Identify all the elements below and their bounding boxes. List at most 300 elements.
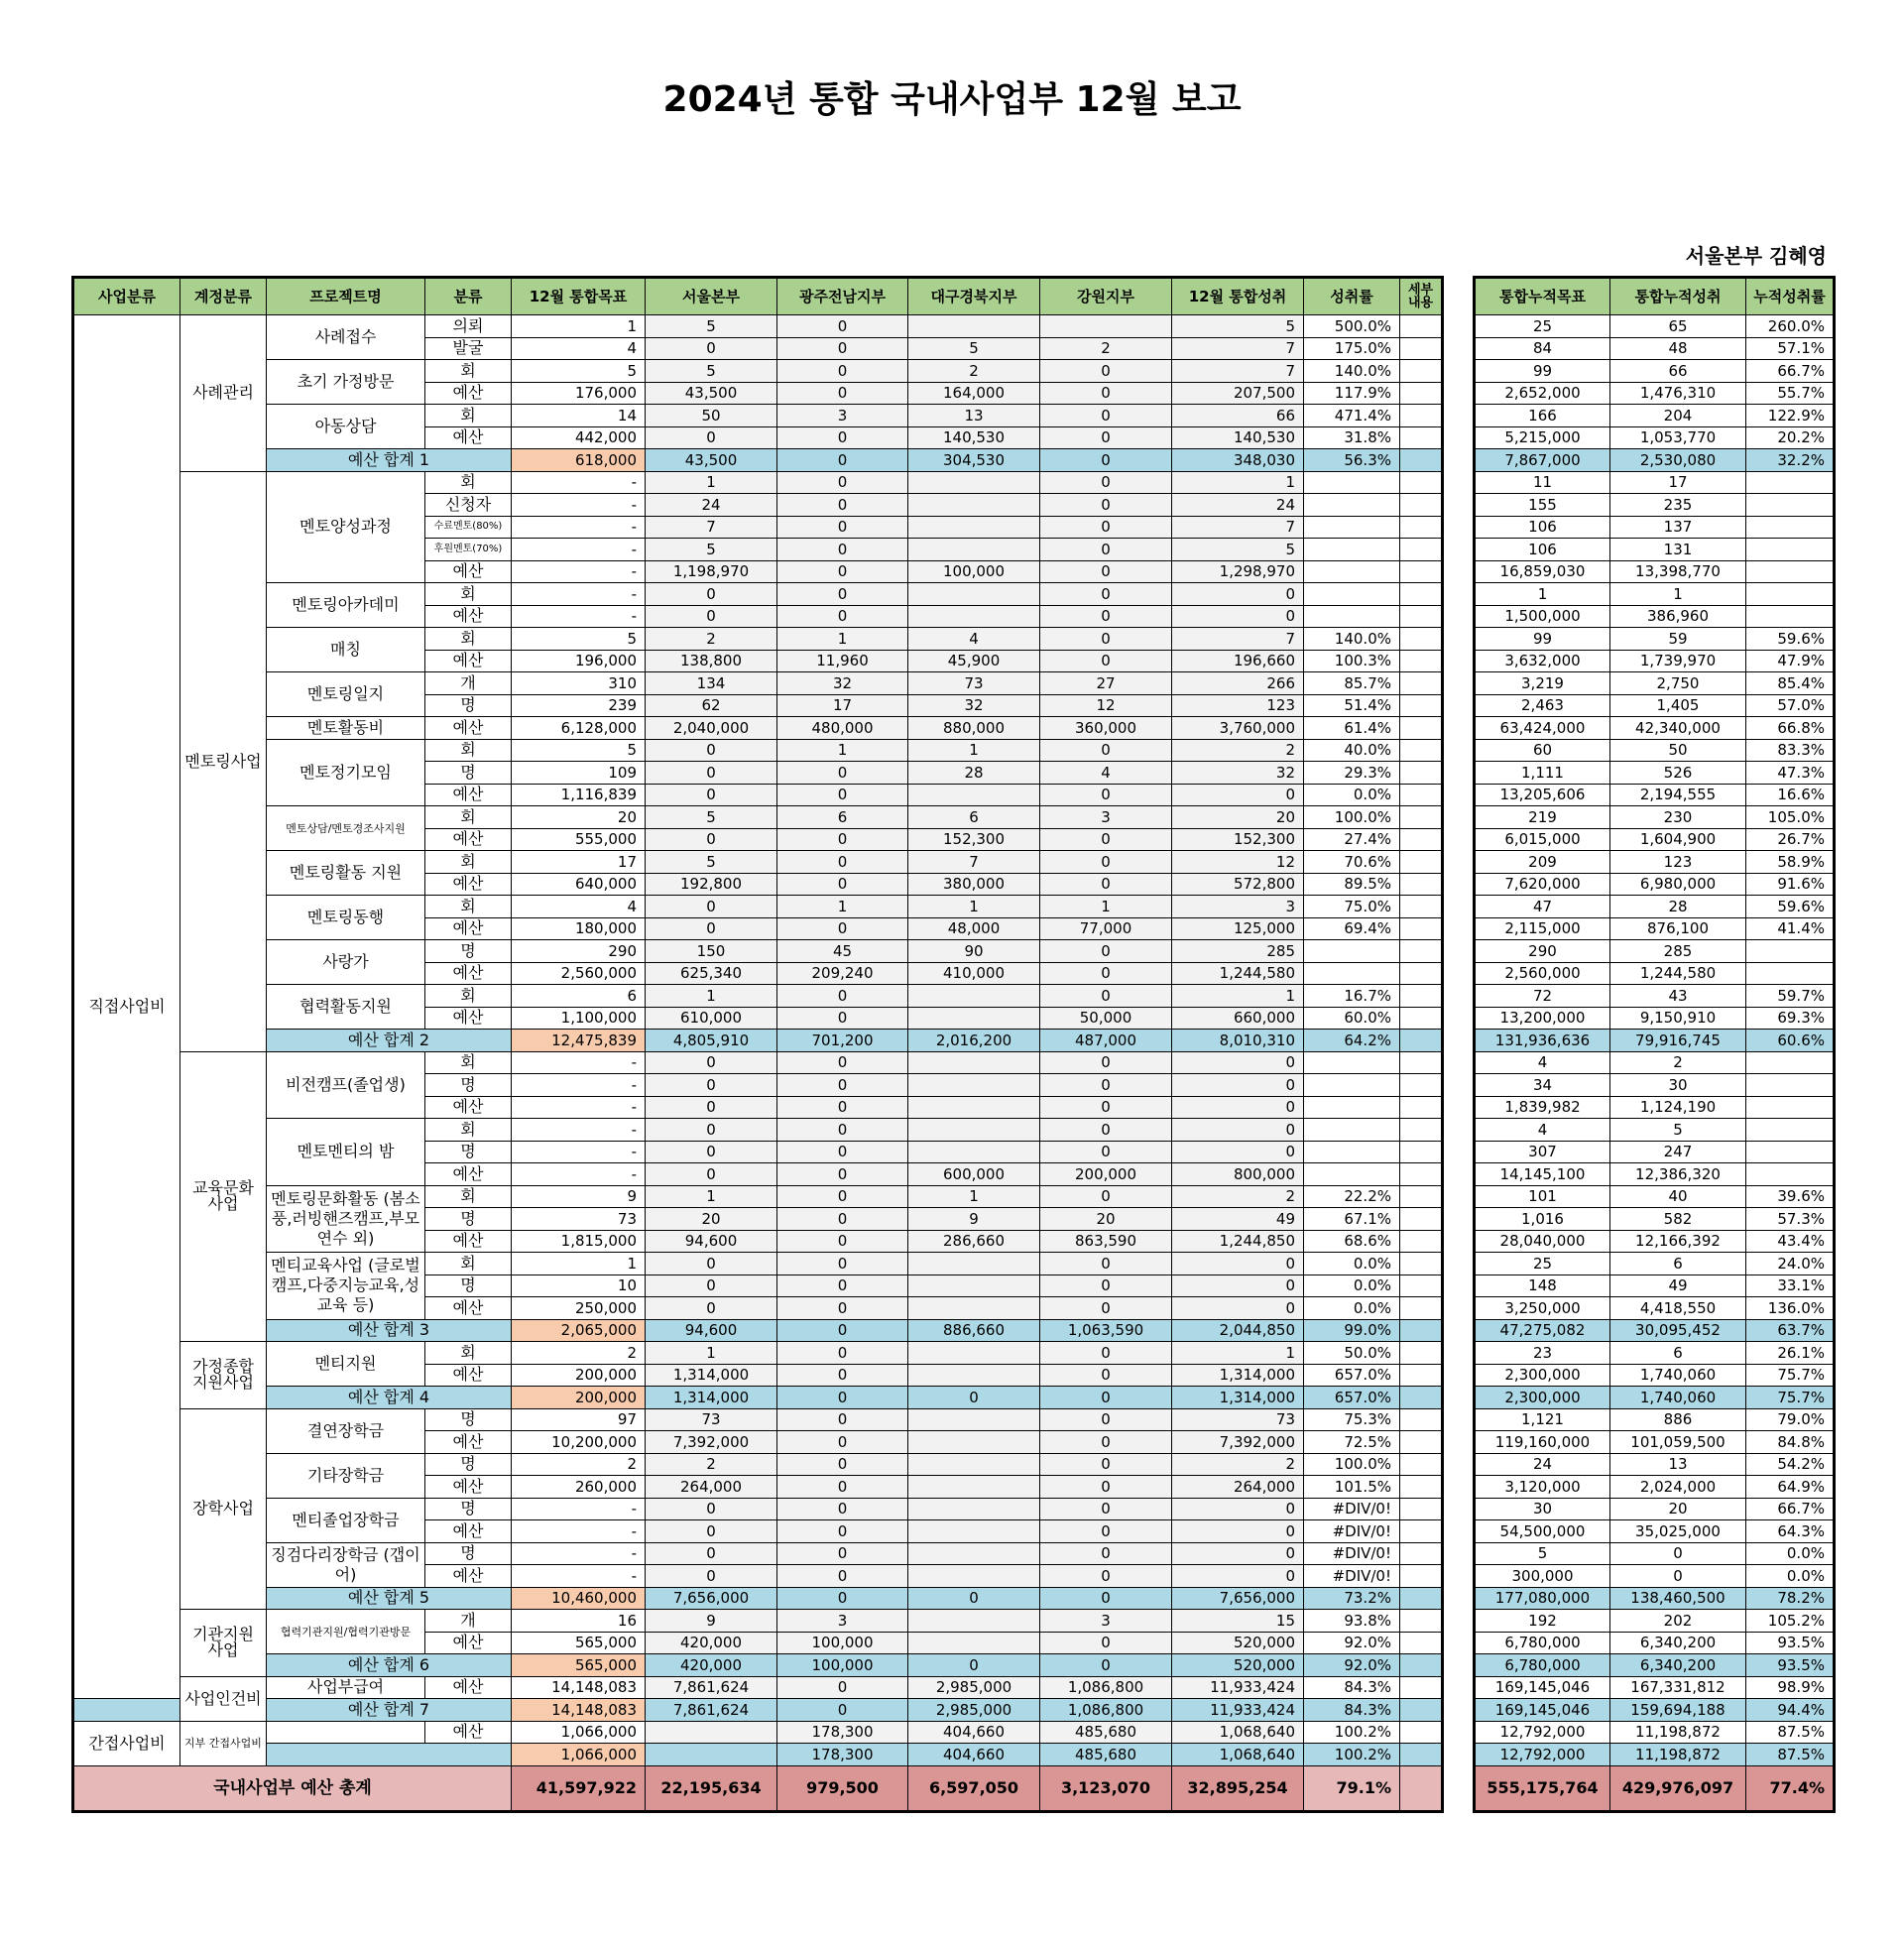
value-cell: 250,000: [512, 1297, 646, 1320]
value-cell: 520,000: [1172, 1654, 1304, 1677]
value-cell: 0: [1172, 1096, 1304, 1119]
value-cell: 92.0%: [1304, 1632, 1400, 1654]
unit-cell: 회: [425, 405, 512, 427]
value-cell: 70.6%: [1304, 851, 1400, 874]
project-cell: 멘토상담/멘토경조사지원: [267, 806, 425, 851]
value-cell: 0: [1040, 560, 1172, 583]
value-cell: 0: [1040, 1253, 1172, 1275]
value-cell: #DIV/0!: [1304, 1520, 1400, 1543]
table-row: [1475, 360, 1835, 383]
cumulative-cell: 7,620,000: [1475, 873, 1610, 896]
value-cell: 1,314,000: [1172, 1364, 1304, 1387]
cumulative-cell: 30: [1610, 1074, 1746, 1097]
detail-cell: [1400, 851, 1443, 874]
value-cell: 0: [777, 1676, 908, 1699]
cumulative-cell: 131,936,636: [1475, 1030, 1610, 1052]
value-cell: 79.1%: [1304, 1765, 1400, 1811]
detail-cell: [1400, 628, 1443, 651]
detail-cell: [1400, 360, 1443, 383]
value-cell: 100,000: [777, 1654, 908, 1677]
cumulative-cell: [1746, 605, 1835, 628]
unit-cell: 예산: [425, 1364, 512, 1387]
project-cell: 사례접수: [267, 315, 425, 360]
value-cell: 176,000: [512, 382, 646, 405]
value-cell: 4,805,910: [646, 1030, 777, 1052]
table-row: [73, 1051, 1443, 1074]
cumulative-cell: 4: [1475, 1051, 1610, 1074]
value-cell: 0: [908, 1587, 1040, 1610]
value-cell: 0: [777, 605, 908, 628]
detail-cell: [1400, 471, 1443, 494]
value-cell: [1304, 1096, 1400, 1119]
value-cell: 0: [1040, 1565, 1172, 1588]
detail-cell: [1400, 1520, 1443, 1543]
col-header: 프로젝트명: [267, 278, 425, 315]
cumulative-cell: 66.7%: [1746, 360, 1835, 383]
unit-cell: 개: [425, 672, 512, 695]
unit-cell: 예산: [425, 784, 512, 806]
value-cell: 5: [512, 739, 646, 762]
value-cell: 0: [646, 426, 777, 449]
value-cell: 7,392,000: [646, 1431, 777, 1454]
value-cell: 0: [646, 1498, 777, 1520]
value-cell: 100.0%: [1304, 1453, 1400, 1476]
value-cell: [908, 315, 1040, 338]
value-cell: 7,656,000: [1172, 1587, 1304, 1610]
value-cell: 24: [1172, 494, 1304, 517]
table-row: [1475, 1476, 1835, 1499]
project-cell: 매칭: [267, 628, 425, 672]
detail-cell: [1400, 405, 1443, 427]
unit-cell: 회: [425, 360, 512, 383]
cumulative-cell: 47.3%: [1746, 762, 1835, 785]
cumulative-cell: 57.1%: [1746, 337, 1835, 360]
table-row: [1475, 1230, 1835, 1253]
value-cell: [1304, 583, 1400, 606]
value-cell: 1,068,640: [1172, 1744, 1304, 1766]
empty-cell: [267, 1721, 425, 1744]
cumulative-cell: 2,560,000: [1475, 962, 1610, 985]
detail-cell: [1400, 940, 1443, 963]
cumulative-cell: 0.0%: [1746, 1565, 1835, 1588]
detail-cell: [1400, 1364, 1443, 1387]
value-cell: [1304, 940, 1400, 963]
value-cell: 310: [512, 672, 646, 695]
value-cell: 0: [1040, 494, 1172, 517]
value-cell: 0: [646, 784, 777, 806]
value-cell: -: [512, 539, 646, 561]
value-cell: 14,148,083: [512, 1699, 646, 1722]
cumulative-cell: 99: [1475, 360, 1610, 383]
value-cell: 0: [777, 1565, 908, 1588]
detail-cell: [1400, 985, 1443, 1008]
cumulative-cell: 1,500,000: [1475, 605, 1610, 628]
value-cell: 16: [512, 1610, 646, 1633]
value-cell: 75.3%: [1304, 1408, 1400, 1431]
value-cell: 348,030: [1172, 449, 1304, 472]
unit-cell: 예산: [425, 1096, 512, 1119]
project-cell: 멘티교육사업 (글로벌캠프,다중지능교육,성교육 등): [267, 1253, 425, 1320]
unit-cell: 회: [425, 851, 512, 874]
value-cell: 100,000: [908, 560, 1040, 583]
value-cell: 0: [1040, 1342, 1172, 1365]
value-cell: 0: [1172, 784, 1304, 806]
value-cell: 0: [1040, 1364, 1172, 1387]
value-cell: 572,800: [1172, 873, 1304, 896]
detail-cell: [1400, 1453, 1443, 1476]
cumulative-cell: 23: [1475, 1342, 1610, 1365]
table-row: [1475, 315, 1835, 338]
value-cell: [1040, 315, 1172, 338]
cumulative-cell: 54.2%: [1746, 1453, 1835, 1476]
cumulative-cell: 290: [1475, 940, 1610, 963]
project-cell: 멘토링문화활동 (봄소풍,러빙핸즈캠프,부모연수 외): [267, 1185, 425, 1253]
table-row: [1475, 1208, 1835, 1231]
detail-cell: [1400, 739, 1443, 762]
value-cell: -: [512, 516, 646, 539]
value-cell: 32: [1172, 762, 1304, 785]
value-cell: #DIV/0!: [1304, 1565, 1400, 1588]
value-cell: 12,475,839: [512, 1030, 646, 1052]
value-cell: 100.3%: [1304, 650, 1400, 672]
value-cell: [908, 605, 1040, 628]
detail-cell: [1400, 1163, 1443, 1186]
category-cell: 간접사업비: [73, 1721, 180, 1765]
table-row: [1475, 917, 1835, 940]
value-cell: [1304, 471, 1400, 494]
cumulative-cell: 3,250,000: [1475, 1297, 1610, 1320]
value-cell: 0: [777, 1185, 908, 1208]
value-cell: 0: [777, 1498, 908, 1520]
cumulative-cell: 57.0%: [1746, 694, 1835, 717]
value-cell: 9: [646, 1610, 777, 1633]
subtotal-row: [73, 1744, 1443, 1766]
detail-cell: [1400, 1765, 1443, 1811]
cumulative-cell: 16,859,030: [1475, 560, 1610, 583]
value-cell: 1: [646, 471, 777, 494]
value-cell: 0: [1172, 1119, 1304, 1142]
cumulative-cell: 65: [1610, 315, 1746, 338]
value-cell: [908, 985, 1040, 1008]
value-cell: 0: [1040, 873, 1172, 896]
value-cell: [908, 1476, 1040, 1499]
value-cell: 0: [1172, 1074, 1304, 1097]
value-cell: 0: [646, 896, 777, 918]
unit-cell: 회: [425, 806, 512, 829]
value-cell: 640,000: [512, 873, 646, 896]
value-cell: 32: [908, 694, 1040, 717]
subtotal-label: 예산 합계 5: [267, 1587, 512, 1610]
detail-cell: [1400, 1274, 1443, 1297]
value-cell: 1: [1172, 1342, 1304, 1365]
detail-cell: [1400, 1230, 1443, 1253]
value-cell: 264,000: [1172, 1476, 1304, 1499]
cumulative-cell: 59.7%: [1746, 985, 1835, 1008]
cumulative-cell: 3,632,000: [1475, 650, 1610, 672]
value-cell: [908, 1119, 1040, 1142]
project-cell: 아동상담: [267, 405, 425, 449]
value-cell: 94,600: [646, 1230, 777, 1253]
value-cell: 0: [1172, 1253, 1304, 1275]
table-row: [1475, 828, 1835, 851]
cumulative-cell: 77.4%: [1746, 1765, 1835, 1811]
value-cell: 1,086,800: [1040, 1699, 1172, 1722]
unit-cell: 명: [425, 1074, 512, 1097]
value-cell: 0: [646, 1141, 777, 1163]
value-cell: 0: [1040, 985, 1172, 1008]
value-cell: 93.8%: [1304, 1610, 1400, 1633]
cumulative-cell: 1: [1475, 583, 1610, 606]
cumulative-cell: 54,500,000: [1475, 1520, 1610, 1543]
value-cell: 0: [777, 449, 908, 472]
value-cell: 1: [646, 1185, 777, 1208]
unit-cell: 의뢰: [425, 315, 512, 338]
value-cell: 2,016,200: [908, 1030, 1040, 1052]
subtotal-label: [267, 1744, 512, 1766]
cumulative-cell: 307: [1475, 1141, 1610, 1163]
value-cell: 15: [1172, 1610, 1304, 1633]
value-cell: 442,000: [512, 426, 646, 449]
cumulative-cell: 386,960: [1610, 605, 1746, 628]
detail-cell: [1400, 1587, 1443, 1610]
unit-cell: 회: [425, 1185, 512, 1208]
value-cell: 200,000: [1040, 1163, 1172, 1186]
unit-cell: 예산: [425, 1520, 512, 1543]
value-cell: 43,500: [646, 449, 777, 472]
value-cell: 380,000: [908, 873, 1040, 896]
value-cell: 73: [646, 1408, 777, 1431]
value-cell: 0: [646, 337, 777, 360]
value-cell: [908, 1610, 1040, 1633]
table-row: [1475, 1253, 1835, 1275]
cumulative-cell: 20: [1610, 1498, 1746, 1520]
cumulative-cell: [1746, 1163, 1835, 1186]
value-cell: 0: [646, 583, 777, 606]
subtotal-row: [1475, 1744, 1835, 1766]
value-cell: 0: [1172, 605, 1304, 628]
value-cell: 2: [1040, 337, 1172, 360]
value-cell: 0: [777, 1364, 908, 1387]
value-cell: 285: [1172, 940, 1304, 963]
cumulative-cell: 169,145,046: [1475, 1699, 1610, 1722]
table-row: [1475, 1610, 1835, 1633]
cumulative-cell: 30: [1475, 1498, 1610, 1520]
detail-cell: [1400, 1119, 1443, 1142]
value-cell: [908, 583, 1040, 606]
value-cell: 196,000: [512, 650, 646, 672]
value-cell: 1: [777, 628, 908, 651]
value-cell: 239: [512, 694, 646, 717]
value-cell: [1304, 1051, 1400, 1074]
value-cell: 17: [512, 851, 646, 874]
table-row: [1475, 784, 1835, 806]
cumulative-cell: [1746, 940, 1835, 963]
value-cell: [1304, 1119, 1400, 1142]
cumulative-cell: 16.6%: [1746, 784, 1835, 806]
cumulative-cell: 101: [1475, 1185, 1610, 1208]
table-row: [73, 985, 1443, 1008]
unit-cell: 명: [425, 762, 512, 785]
detail-cell: [1400, 784, 1443, 806]
cumulative-cell: 17: [1610, 471, 1746, 494]
detail-cell: [1400, 1051, 1443, 1074]
value-cell: 2: [512, 1453, 646, 1476]
cumulative-cell: 79,916,745: [1610, 1030, 1746, 1052]
value-cell: 50,000: [1040, 1007, 1172, 1030]
col-header: 서울본부: [646, 278, 777, 315]
value-cell: 600,000: [908, 1163, 1040, 1186]
detail-cell: [1400, 1208, 1443, 1231]
value-cell: 0: [777, 494, 908, 517]
value-cell: 0: [646, 739, 777, 762]
value-cell: 99.0%: [1304, 1319, 1400, 1342]
cumulative-cell: 138,460,500: [1610, 1587, 1746, 1610]
value-cell: 20: [1172, 806, 1304, 829]
value-cell: 1: [1172, 471, 1304, 494]
detail-cell: [1400, 1319, 1443, 1342]
cumulative-cell: 555,175,764: [1475, 1765, 1610, 1811]
cumulative-cell: 94.4%: [1746, 1699, 1835, 1722]
table-row: [1475, 806, 1835, 829]
value-cell: [908, 1632, 1040, 1654]
cumulative-cell: 4,418,550: [1610, 1297, 1746, 1320]
detail-cell: [1400, 1185, 1443, 1208]
value-cell: 178,300: [777, 1744, 908, 1766]
value-cell: 73.2%: [1304, 1587, 1400, 1610]
detail-cell: [1400, 583, 1443, 606]
page-title: 2024년 통합 국내사업부 12월 보고: [662, 79, 1242, 120]
table-row: [73, 1610, 1443, 1633]
value-cell: 125,000: [1172, 917, 1304, 940]
value-cell: 20: [512, 806, 646, 829]
cumulative-cell: 6,340,200: [1610, 1654, 1746, 1677]
detail-cell: [1400, 605, 1443, 628]
value-cell: 4: [1040, 762, 1172, 785]
cumulative-cell: 1,124,190: [1610, 1096, 1746, 1119]
unit-cell: 예산: [425, 560, 512, 583]
cumulative-cell: 72: [1475, 985, 1610, 1008]
table-row: [1475, 337, 1835, 360]
table-row: [1475, 426, 1835, 449]
detail-cell: [1400, 1431, 1443, 1454]
cumulative-cell: 91.6%: [1746, 873, 1835, 896]
cumulative-cell: 93.5%: [1746, 1632, 1835, 1654]
value-cell: 0: [777, 1163, 908, 1186]
value-cell: [908, 516, 1040, 539]
value-cell: 2: [512, 1342, 646, 1365]
value-cell: 7: [1172, 360, 1304, 383]
cumulative-cell: 1,111: [1475, 762, 1610, 785]
detail-cell: [1400, 694, 1443, 717]
value-cell: 0: [1172, 1565, 1304, 1588]
cumulative-cell: 122.9%: [1746, 405, 1835, 427]
table-row: [73, 1453, 1443, 1476]
value-cell: 5: [646, 360, 777, 383]
table-row: [73, 471, 1443, 494]
cumulative-cell: 4: [1475, 1119, 1610, 1142]
grand-total-label: 국내사업부 예산 총계: [73, 1765, 512, 1811]
value-cell: 4: [908, 628, 1040, 651]
value-cell: 0: [1040, 605, 1172, 628]
value-cell: [1304, 494, 1400, 517]
cumulative-cell: 47,275,082: [1475, 1319, 1610, 1342]
table-row: [73, 405, 1443, 427]
value-cell: 0: [777, 1253, 908, 1275]
value-cell: 0: [1040, 628, 1172, 651]
table-row: [1475, 1431, 1835, 1454]
value-cell: 27.4%: [1304, 828, 1400, 851]
table-row: [1475, 1676, 1835, 1699]
cumulative-cell: 99: [1475, 628, 1610, 651]
cumulative-cell: 13: [1610, 1453, 1746, 1476]
value-cell: 140,530: [1172, 426, 1304, 449]
detail-cell: [1400, 560, 1443, 583]
value-cell: 84.3%: [1304, 1699, 1400, 1722]
value-cell: -: [512, 583, 646, 606]
cumulative-cell: 69.3%: [1746, 1007, 1835, 1030]
cumulative-cell: 24: [1475, 1453, 1610, 1476]
value-cell: 73: [512, 1208, 646, 1231]
table-row: [73, 628, 1443, 651]
detail-cell: [1400, 1096, 1443, 1119]
value-cell: [1304, 516, 1400, 539]
value-cell: 41,597,922: [512, 1765, 646, 1811]
cumulative-cell: 5: [1610, 1119, 1746, 1142]
detail-cell: [1400, 762, 1443, 785]
cumulative-cell: [1746, 583, 1835, 606]
value-cell: 6: [908, 806, 1040, 829]
value-cell: 31.8%: [1304, 426, 1400, 449]
value-cell: 7: [1172, 337, 1304, 360]
value-cell: 0: [777, 784, 908, 806]
unit-cell: 예산: [425, 917, 512, 940]
cumulative-table: [1473, 276, 1836, 1813]
value-cell: 0: [1040, 828, 1172, 851]
value-cell: [908, 1408, 1040, 1431]
unit-cell: 개: [425, 1610, 512, 1633]
table-row: [1475, 1051, 1835, 1074]
value-cell: 0: [1040, 1141, 1172, 1163]
col-header: 통합누적목표: [1475, 278, 1610, 315]
value-cell: 404,660: [908, 1744, 1040, 1766]
cumulative-cell: 33.1%: [1746, 1274, 1835, 1297]
detail-cell: [1400, 873, 1443, 896]
value-cell: 880,000: [908, 717, 1040, 740]
value-cell: 0.0%: [1304, 784, 1400, 806]
value-cell: [646, 1744, 777, 1766]
cumulative-cell: 30,095,452: [1610, 1319, 1746, 1342]
cumulative-cell: 106: [1475, 539, 1610, 561]
value-cell: 290: [512, 940, 646, 963]
empty-cell: [73, 1699, 180, 1722]
cumulative-cell: 43: [1610, 985, 1746, 1008]
account-cell: 사업인건비: [180, 1676, 267, 1721]
project-cell: 멘티지원: [267, 1342, 425, 1387]
table-row: [73, 360, 1443, 383]
project-cell: 멘토링일지: [267, 672, 425, 717]
value-cell: 123: [1172, 694, 1304, 717]
value-cell: 140,530: [908, 426, 1040, 449]
value-cell: 487,000: [1040, 1030, 1172, 1052]
value-cell: 800,000: [1172, 1163, 1304, 1186]
cumulative-cell: 28,040,000: [1475, 1230, 1610, 1253]
cumulative-cell: 0.0%: [1746, 1542, 1835, 1565]
value-cell: 0: [777, 516, 908, 539]
cumulative-cell: 192: [1475, 1610, 1610, 1633]
cumulative-cell: 57.3%: [1746, 1208, 1835, 1231]
cumulative-cell: 11: [1475, 471, 1610, 494]
value-cell: 7,861,624: [646, 1676, 777, 1699]
